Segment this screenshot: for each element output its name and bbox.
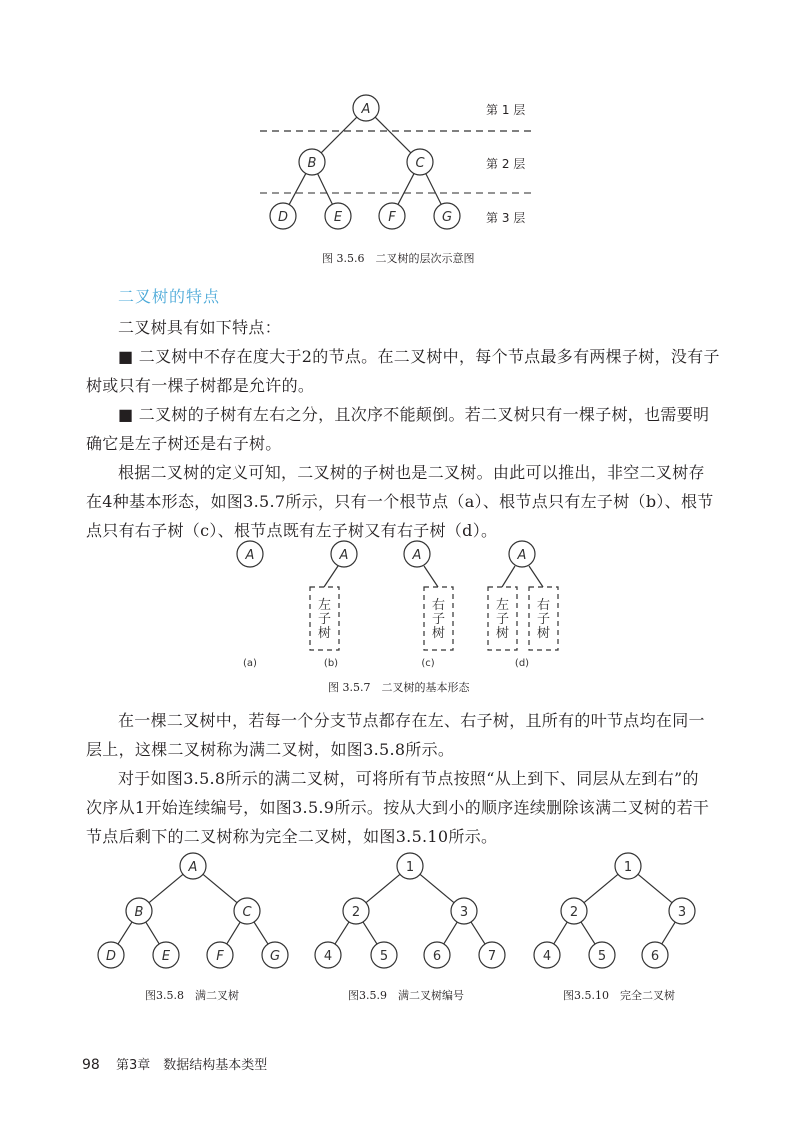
tree-node-label: E [333, 210, 343, 225]
tree-node-label: C [415, 156, 425, 171]
tree-edge [227, 922, 240, 944]
tree-node-label: B [134, 905, 144, 920]
text-line: 对于如图3.5.8所示的满二叉树，可将所有节点按照“从上到下、同层从左到右”的 [118, 769, 699, 788]
section-title: 二叉树的特点 [118, 287, 221, 306]
tree-node-label: E [161, 949, 171, 964]
right-subtree-char: 树 [431, 626, 446, 641]
text-line: 层上，这棵二叉树称为满二叉树，如图3.5.8所示。 [86, 740, 455, 759]
tree-edge [254, 922, 268, 944]
left-subtree-char: 子 [317, 612, 332, 627]
root-label: A [245, 548, 255, 563]
tree-edge [335, 922, 349, 944]
tree-edge [471, 922, 485, 944]
tree-node-label: 7 [487, 949, 497, 964]
tree-edge [662, 922, 675, 944]
figure-caption: 图 3.5.7 二叉树的基本形态 [328, 681, 470, 694]
tree-edge [420, 874, 454, 902]
text-line: 在一棵二叉树中，若每一个分支节点都存在左、右子树，且所有的叶节点均在同一 [118, 711, 705, 730]
right-subtree-char: 右 [431, 598, 446, 613]
left-subtree-char: 左 [495, 598, 510, 613]
text-line: 节点后剩下的二叉树称为完全二叉树，如图3.5.10所示。 [86, 827, 498, 846]
text-line: 在4种基本形态，如图3.5.7所示，只有一个根节点（a）、根节点只有左子树（b）、根节 [86, 492, 714, 511]
numbered-full-binary-tree [315, 853, 505, 968]
complete-binary-tree [534, 853, 695, 968]
left-subtree-char: 树 [317, 626, 332, 641]
sub-label-d: (d) [514, 658, 530, 669]
text-line: 点只有右子树（c）、根节点既有左子树又有右子树（d）。 [86, 521, 498, 540]
tree-edge [366, 874, 400, 902]
text-line: 树或只有一棵子树都是允许的。 [86, 376, 315, 395]
sub-label-a: (a) [243, 658, 257, 669]
figure-caption: 图 3.5.6 二叉树的层次示意图 [322, 252, 475, 265]
tree-node-label: 3 [677, 905, 687, 920]
tree-node-label: 6 [432, 949, 442, 964]
tree-node-label: 5 [379, 949, 389, 964]
tree-node-label: 5 [597, 949, 607, 964]
tree-node-label: 2 [569, 905, 579, 920]
tree-node-label: F [388, 210, 396, 225]
tree-node-label: 3 [459, 905, 469, 920]
tree-edge [363, 922, 377, 944]
sub-label-b: (b) [323, 658, 339, 669]
right-subtree-char: 树 [536, 626, 551, 641]
left-subtree-char: 左 [317, 598, 332, 613]
layer-label-2: 第 2 层 [486, 157, 526, 171]
text-line: 二叉树具有如下特点： [118, 318, 282, 337]
tree-edge [444, 922, 457, 944]
tree-edge [581, 922, 595, 944]
text-line: 根据二叉树的定义可知，二叉树的子树也是二叉树。由此可以推出，非空二叉树存 [118, 463, 705, 482]
root-label: A [339, 548, 349, 563]
right-subtree-char: 子 [536, 612, 551, 627]
tree-node-label: G [269, 949, 281, 964]
text-line: 次序从1开始连续编号，如图3.5.9所示。按从大到小的顺序连续删除该满二叉树的若干 [86, 798, 710, 817]
full-binary-tree [98, 853, 288, 968]
tree-node-label: 4 [323, 949, 333, 964]
page-number: 98 [82, 1057, 100, 1073]
figure-caption: 图3.5.9 满二叉树编号 [348, 989, 464, 1002]
page-footer [82, 1054, 267, 1073]
tree-node-label: C [242, 905, 252, 920]
tree-node-label: A [188, 860, 198, 875]
right-subtree-char: 右 [536, 598, 551, 613]
tree-node-label: G [441, 210, 453, 225]
tree-edge [149, 874, 183, 902]
layer-label-3: 第 3 层 [486, 211, 526, 225]
root-label: A [517, 548, 527, 563]
tree-edge [554, 922, 567, 944]
root-label: A [412, 548, 422, 563]
tree-node-label: 2 [351, 905, 361, 920]
chapter-title: 第3章 数据结构基本类型 [115, 1058, 268, 1073]
tree-node-label: 6 [650, 949, 660, 964]
tree-edge [638, 874, 672, 902]
text-line: ■ 二叉树中不存在度大于2的节点。在二叉树中，每个节点最多有两棵子树，没有子 [118, 347, 720, 366]
tree-node-label: 4 [542, 949, 552, 964]
text-line: ■ 二叉树的子树有左右之分，且次序不能颠倒。若二叉树只有一棵子树，也需要明 [118, 405, 710, 424]
right-subtree-char: 子 [431, 612, 446, 627]
text-line: 确它是左子树还是右子树。 [86, 434, 282, 453]
tree-node-label: F [216, 949, 224, 964]
left-subtree-char: 树 [495, 626, 510, 641]
tree-node-label: A [361, 102, 371, 117]
left-subtree-char: 子 [495, 612, 510, 627]
layer-label-1: 第 1 层 [486, 103, 526, 117]
tree-edge [584, 874, 618, 902]
tree-node-label: D [277, 210, 289, 225]
tree-edge [118, 922, 132, 944]
tree-node-label: 1 [623, 860, 633, 875]
figure-caption: 图3.5.8 满二叉树 [145, 989, 239, 1002]
sub-label-c: (c) [421, 658, 435, 669]
tree-node-label: D [105, 949, 117, 964]
figure-caption: 图3.5.10 完全二叉树 [563, 989, 675, 1002]
tree-edge [203, 874, 237, 902]
tree-edge [146, 922, 159, 944]
tree-node-label: 1 [405, 860, 415, 875]
tree-node-label: B [307, 156, 317, 171]
